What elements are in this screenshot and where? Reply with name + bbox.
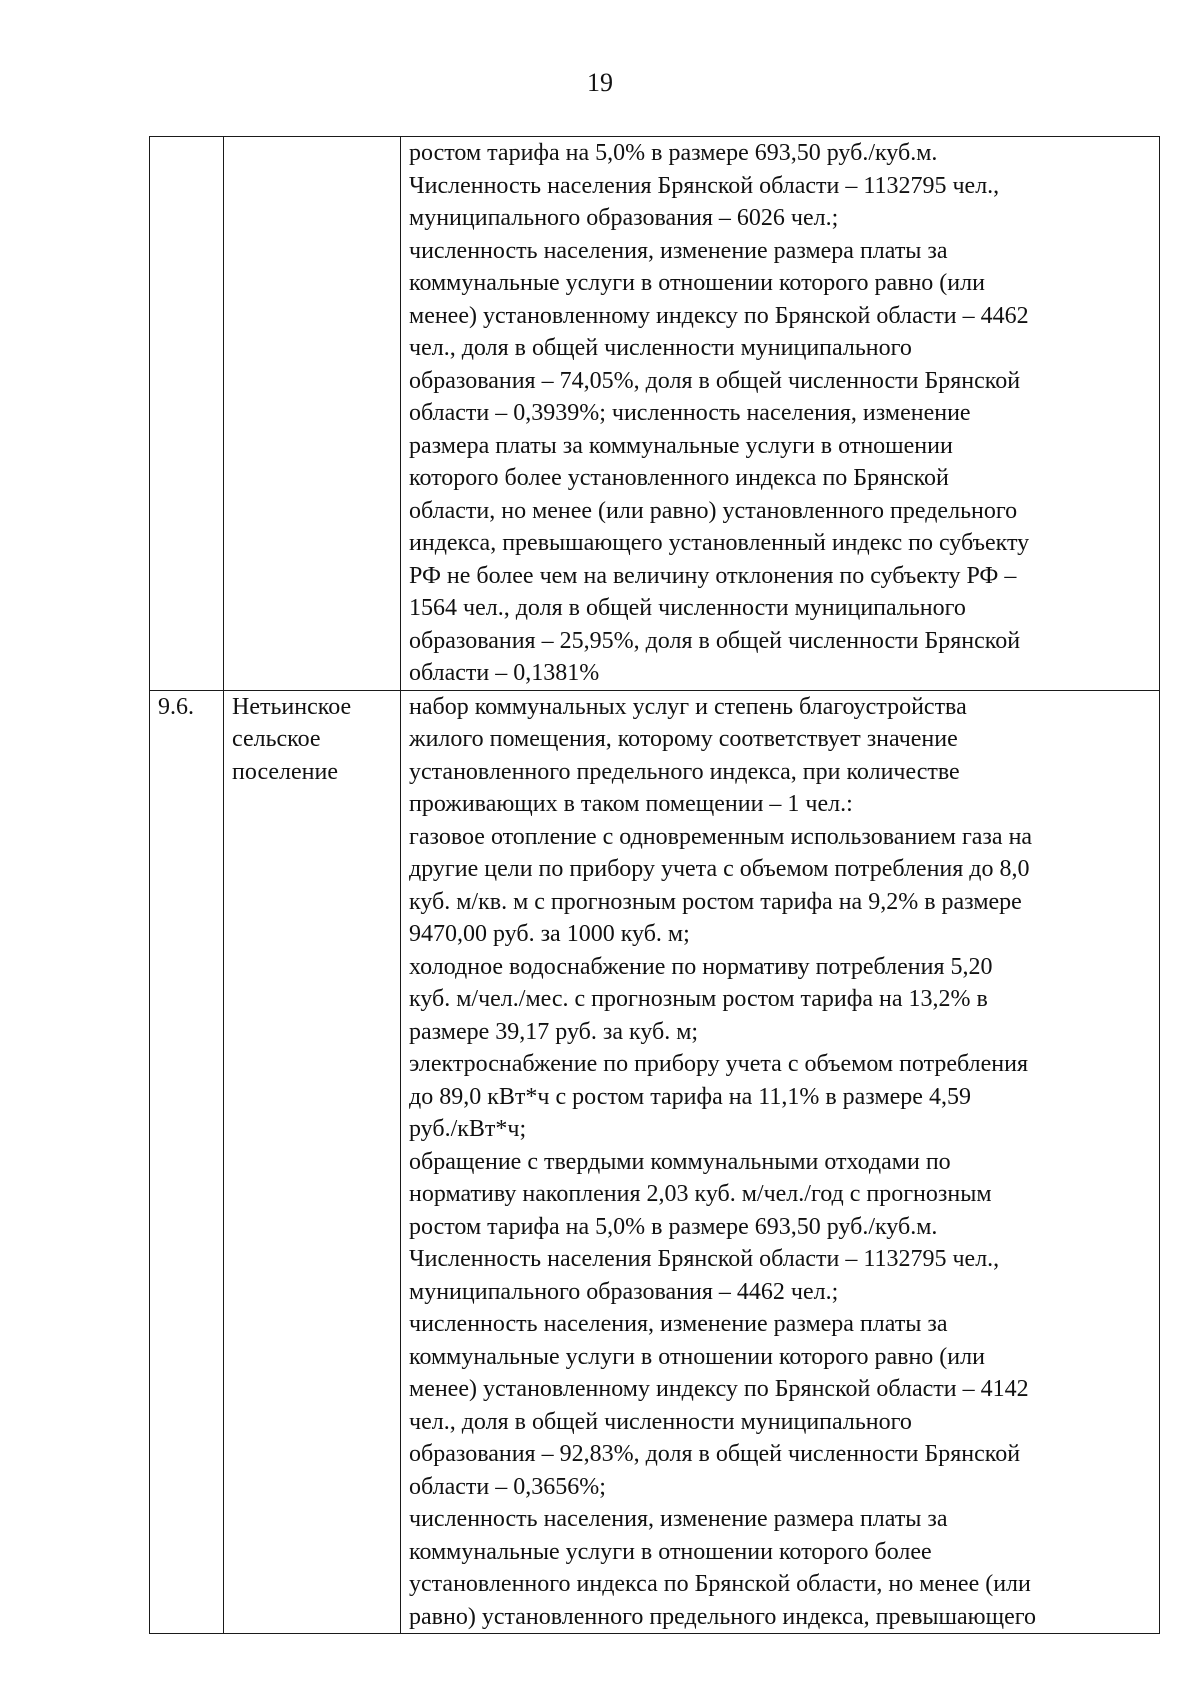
text-line: образования – 92,83%, доля в общей численности Брянской xyxy=(409,1441,1021,1467)
text-line: Численность населения Брянской области – 1132795 чел., xyxy=(409,1246,1000,1272)
text-line: области, но менее (или равно) установленного предельного xyxy=(409,497,1018,524)
text-line: РФ не более чем на величину отклонения по субъекту РФ – xyxy=(409,562,1017,589)
row-number-cell xyxy=(150,137,224,691)
page-number: 19 xyxy=(587,68,613,97)
text-line: численность населения, изменение размера платы за xyxy=(409,237,948,264)
text-line: коммунальные услуги в отношении которого более xyxy=(409,1538,932,1565)
text-line: ростом тарифа на 5,0% в размере 693,50 руб./куб.м. xyxy=(409,140,938,166)
settlement-name-cell xyxy=(224,137,401,691)
text-line: которого более установленного индекса по Брянской xyxy=(409,465,949,491)
text-line: равно) установленного предельного индекса, превышающего xyxy=(409,1603,1036,1630)
text-line: коммунальные услуги в отношении которого равно (или xyxy=(409,1343,985,1370)
text-line: жилого помещения, которому соответствует значение xyxy=(409,726,958,752)
text-line: муниципального образования – 4462 чел.; xyxy=(409,1278,839,1305)
text-line: ростом тарифа на 5,0% в размере 693,50 руб./куб.м. xyxy=(409,1213,938,1240)
text-line: установленного предельного индекса, при количестве xyxy=(409,758,960,785)
text-line: области – 0,3939%; численность населения, изменение xyxy=(409,400,971,426)
text-line: численность населения, изменение размера платы за xyxy=(409,1311,948,1337)
text-line: электроснабжение по прибору учета с объемом потребления xyxy=(409,1051,1028,1077)
description-cell xyxy=(401,137,1160,691)
text-line: нормативу накопления 2,03 куб. м/чел./год с прогнозным xyxy=(409,1181,992,1207)
text-line: индекса, превышающего установленный индекс по субъекту xyxy=(409,530,1030,556)
text-line: чел., доля в общей численности муниципального xyxy=(409,1408,912,1435)
text-line: обращение с твердыми коммунальными отходами по xyxy=(409,1148,951,1175)
text-line: холодное водоснабжение по нормативу потребления 5,20 xyxy=(409,953,993,980)
table-row xyxy=(150,690,1160,1634)
text-line: до 89,0 кВт*ч с ростом тарифа на 11,1% в размере 4,59 xyxy=(409,1083,971,1110)
text-line: установленного индекса по Брянской области, но менее (или xyxy=(409,1571,1031,1597)
text-line: руб./кВт*ч; xyxy=(409,1116,527,1142)
text-line: поселение xyxy=(232,758,339,785)
text-line: менее) установленному индексу по Брянской области – 4142 xyxy=(409,1376,1029,1402)
text-line: куб. м/чел./мес. с прогнозным ростом тарифа на 13,2% в xyxy=(409,986,988,1012)
text-line: коммунальные услуги в отношении которого равно (или xyxy=(409,270,985,296)
text-line: Численность населения Брянской области – 1132795 чел., xyxy=(409,172,1000,199)
text-line: размере 39,17 руб. за куб. м; xyxy=(409,1018,699,1045)
text-line: области – 0,1381% xyxy=(409,660,600,686)
row-number-cell xyxy=(150,690,224,1634)
settlement-name-cell xyxy=(224,690,401,1634)
text-line: муниципального образования – 6026 чел.; xyxy=(409,205,839,231)
text-line: образования – 25,95%, доля в общей численности Брянской xyxy=(409,627,1021,654)
text-line: размера платы за коммунальные услуги в отношении xyxy=(409,432,953,459)
table-row xyxy=(150,137,1160,691)
text-line: области – 0,3656%; xyxy=(409,1473,606,1500)
text-line: образования – 74,05%, доля в общей численности Брянской xyxy=(409,367,1021,394)
text-line: численность населения, изменение размера платы за xyxy=(409,1506,948,1532)
text-line: Нетьинское xyxy=(232,693,352,720)
text-line: сельское xyxy=(232,726,321,752)
text-line: куб. м/кв. м с прогнозным ростом тарифа на 9,2% в размере xyxy=(409,888,1022,915)
text-line: 1564 чел., доля в общей численности муниципального xyxy=(409,595,966,621)
row-number: 9.6. xyxy=(158,693,194,720)
tariff-table xyxy=(149,136,1160,1634)
text-line: газовое отопление с одновременным использованием газа на xyxy=(409,823,1033,850)
text-line: 9470,00 руб. за 1000 куб. м; xyxy=(409,921,690,947)
text-line: менее) установленному индексу по Брянской области – 4462 xyxy=(409,302,1029,329)
text-line: чел., доля в общей численности муниципального xyxy=(409,335,912,361)
text-line: другие цели по прибору учета с объемом потребления до 8,0 xyxy=(409,856,1030,882)
text-line: набор коммунальных услуг и степень благоустройства xyxy=(409,693,967,720)
text-line: проживающих в таком помещении – 1 чел.: xyxy=(409,791,853,817)
description-cell xyxy=(401,690,1160,1634)
